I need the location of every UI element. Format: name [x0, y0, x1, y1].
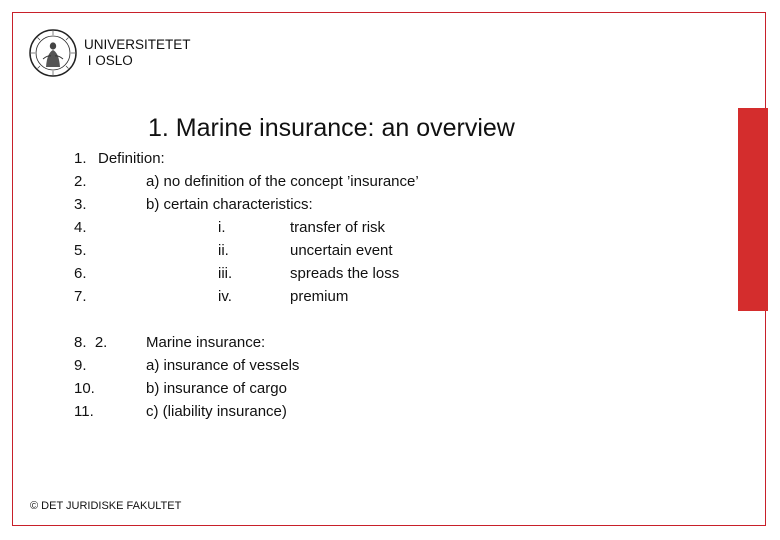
list-number: 5.	[74, 242, 87, 259]
list-item: Marine insurance:	[146, 334, 266, 351]
list-item: transfer of risk	[290, 219, 386, 236]
roman-numeral: i.	[218, 219, 226, 236]
list-item: c) (liability insurance)	[146, 403, 287, 420]
list-item: b) certain characteristics:	[146, 196, 313, 213]
list-item: b) insurance of cargo	[146, 380, 287, 397]
university-name-line2: I OSLO	[84, 53, 133, 68]
roman-numeral: ii.	[218, 242, 229, 259]
list-number: 11.	[74, 403, 94, 420]
slide-title: 1. Marine insurance: an overview	[148, 114, 515, 142]
list-number: 9.	[74, 357, 87, 374]
list-number: 6.	[74, 265, 87, 282]
list-item: spreads the loss	[290, 265, 400, 282]
university-seal-logo	[29, 29, 77, 77]
roman-numeral: iv.	[218, 288, 232, 305]
accent-bar	[738, 108, 768, 311]
list-item: uncertain event	[290, 242, 393, 259]
list-number: 7.	[74, 288, 87, 305]
list-item: Definition:	[98, 150, 165, 167]
university-name-line1: UNIVERSITETET	[84, 37, 191, 52]
university-name	[84, 37, 191, 69]
list-item: a) insurance of vessels	[146, 357, 300, 374]
list-number: 4.	[74, 219, 87, 236]
footer-copyright: © DET JURIDISKE FAKULTET	[30, 500, 182, 512]
list-item: a) no definition of the concept ’insurance’	[146, 173, 419, 190]
list-number: 10.	[74, 380, 95, 397]
list-number: 3.	[74, 196, 87, 213]
list-item: premium	[290, 288, 349, 305]
list-number: 1.	[74, 150, 87, 167]
list-number: 2.	[74, 173, 87, 190]
roman-numeral: iii.	[218, 265, 233, 282]
list-number: 8. 2.	[74, 334, 108, 351]
